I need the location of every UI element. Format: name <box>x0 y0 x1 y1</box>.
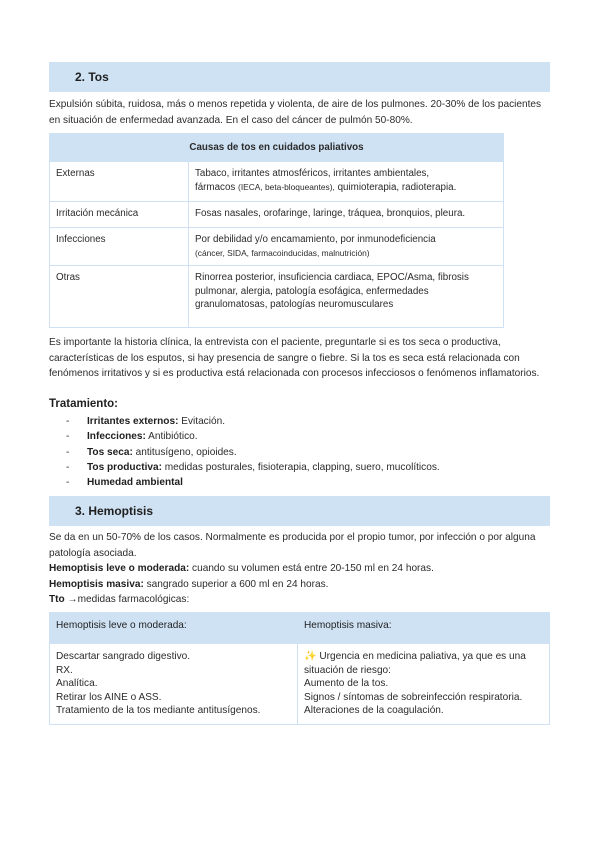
treatment-label: Infecciones: <box>87 431 146 443</box>
cause-detail-line: fármacos <box>195 181 236 193</box>
list-item: Alteraciones de la coagulación. <box>304 705 444 717</box>
treatment-text: antitusígeno, opioides. <box>132 446 237 458</box>
massive-column-cell <box>298 644 550 725</box>
urgency-text: Urgencia en medicina paliativa, ya que es una <box>319 651 526 662</box>
section-header-tos: 2. Tos <box>49 62 550 92</box>
list-dash: - <box>66 416 70 427</box>
history-note: Es importante la historia clínica, la entrevista con el paciente, preguntarle si es tos seca o productiva, características de los esputos, si hay presencia de sangre o fiebre. Si la tos es seca está relacionada con fenómenos irritativos y si es productiva está relacionada con procesos infecciosos o fenómenos inflamatorios. <box>49 337 540 379</box>
cause-detail-line: pulmonar, alergia, patología esofágica, enfermedades <box>195 285 429 297</box>
table-row <box>50 202 504 228</box>
list-item: RX. <box>56 664 73 676</box>
cause-detail-line: Rinorrea posterior, insuficiencia cardiaca, EPOC/Asma, fibrosis <box>195 272 469 283</box>
tto-text: →medidas farmacológicas: <box>64 594 190 605</box>
treatment-text: Evitación. <box>178 416 226 427</box>
hemoptisis-table <box>49 612 550 725</box>
cause-cell: Irritación mecánica <box>50 202 189 228</box>
list-item <box>66 460 440 475</box>
mild-column-header: Hemoptisis leve o moderada: <box>50 613 298 644</box>
mild-text: cuando su volumen está entre 20-150 ml en 24 horas. <box>189 563 434 574</box>
massive-text: sangrado superior a 600 ml en 24 horas. <box>143 579 329 590</box>
hemoptisis-massive-definition <box>49 577 549 593</box>
mild-column-cell <box>50 644 298 725</box>
treatment-label: Tos seca: <box>87 446 133 458</box>
causes-table <box>49 133 504 328</box>
treatment-label: Humedad ambiental <box>87 477 183 489</box>
treatment-text: Antibiótico. <box>145 431 198 443</box>
list-item: Tratamiento de la tos mediante antitusígenos. <box>56 705 261 717</box>
cause-detail-line: Tabaco, irritantes atmosféricos, irritantes ambientales, <box>195 168 430 179</box>
list-item <box>66 475 440 490</box>
cause-detail-note: (IECA, beta-bloqueantes), <box>238 181 335 192</box>
cause-cell: Otras <box>50 266 189 328</box>
hemoptisis-mild-definition <box>49 561 549 577</box>
cause-detail-line: granulomatosas, patologías neuromusculares <box>195 299 394 310</box>
treatment-list <box>66 414 440 490</box>
list-item <box>304 650 543 664</box>
list-dash: - <box>66 446 70 458</box>
tto-line <box>49 592 549 608</box>
cause-detail-cell: Fosas nasales, orofaringe, laringe, tráquea, bronquios, pleura. <box>189 202 504 228</box>
list-item: Descartar sangrado digestivo. <box>56 651 191 662</box>
causes-table-header: Causas de tos en cuidados paliativos <box>50 134 504 162</box>
cause-cell: Externas <box>50 162 189 202</box>
table-row <box>50 228 504 266</box>
cause-detail-line: Por debilidad y/o encamamiento, por inmunodeficiencia <box>195 234 436 245</box>
cause-detail-cell <box>189 162 504 202</box>
sparkle-icon: ✨ <box>304 651 317 662</box>
list-item: Retirar los AINE o ASS. <box>56 691 162 703</box>
list-item: Signos / síntomas de sobreinfección respiratoria. <box>304 691 523 703</box>
list-dash: - <box>66 431 70 443</box>
cause-cell: Infecciones <box>50 228 189 266</box>
cause-detail-note: (cáncer, SIDA, farmacoinducidas, malnutrición) <box>195 247 370 258</box>
list-dash: - <box>66 477 70 489</box>
list-item <box>66 445 440 460</box>
list-item <box>66 429 440 444</box>
list-dash: - <box>66 461 70 473</box>
cause-detail-cell <box>189 266 504 328</box>
table-row <box>50 266 504 328</box>
cause-detail-cell <box>189 228 504 266</box>
list-item: Aumento de la tos. <box>304 678 389 690</box>
table-row <box>50 162 504 202</box>
treatment-text: medidas posturales, fisioterapia, clapping, suero, mucolíticos. <box>161 461 440 473</box>
treatment-label: Tos productiva: <box>87 461 162 473</box>
section-header-hemoptisis: 3. Hemoptisis <box>49 496 550 526</box>
tto-label: Tto <box>49 594 65 605</box>
mild-label: Hemoptisis leve o moderada: <box>49 563 190 574</box>
massive-column-header: Hemoptisis masiva: <box>298 613 550 644</box>
list-item: Analítica. <box>56 678 98 690</box>
list-item <box>66 414 440 429</box>
hemoptisis-intro: Se da en un 50-70% de los casos. Normalmente es producida por el propio tumor, por infección o por alguna patología asociada. <box>49 532 536 559</box>
cause-detail-line: quimioterapia, radioterapia. <box>337 181 457 193</box>
treatment-label: Irritantes externos: <box>87 416 179 427</box>
massive-label: Hemoptisis masiva: <box>49 579 144 590</box>
tos-intro: Expulsión súbita, ruidosa, más o menos repetida y violenta, de aire de los pulmones. 20-30% de los pacientes en situación de enfermedad avanzada. En el caso del cáncer de pulmón 50-80%. <box>49 99 542 126</box>
list-item: situación de riesgo: <box>304 664 391 676</box>
treatment-title: Tratamiento: <box>49 398 119 410</box>
